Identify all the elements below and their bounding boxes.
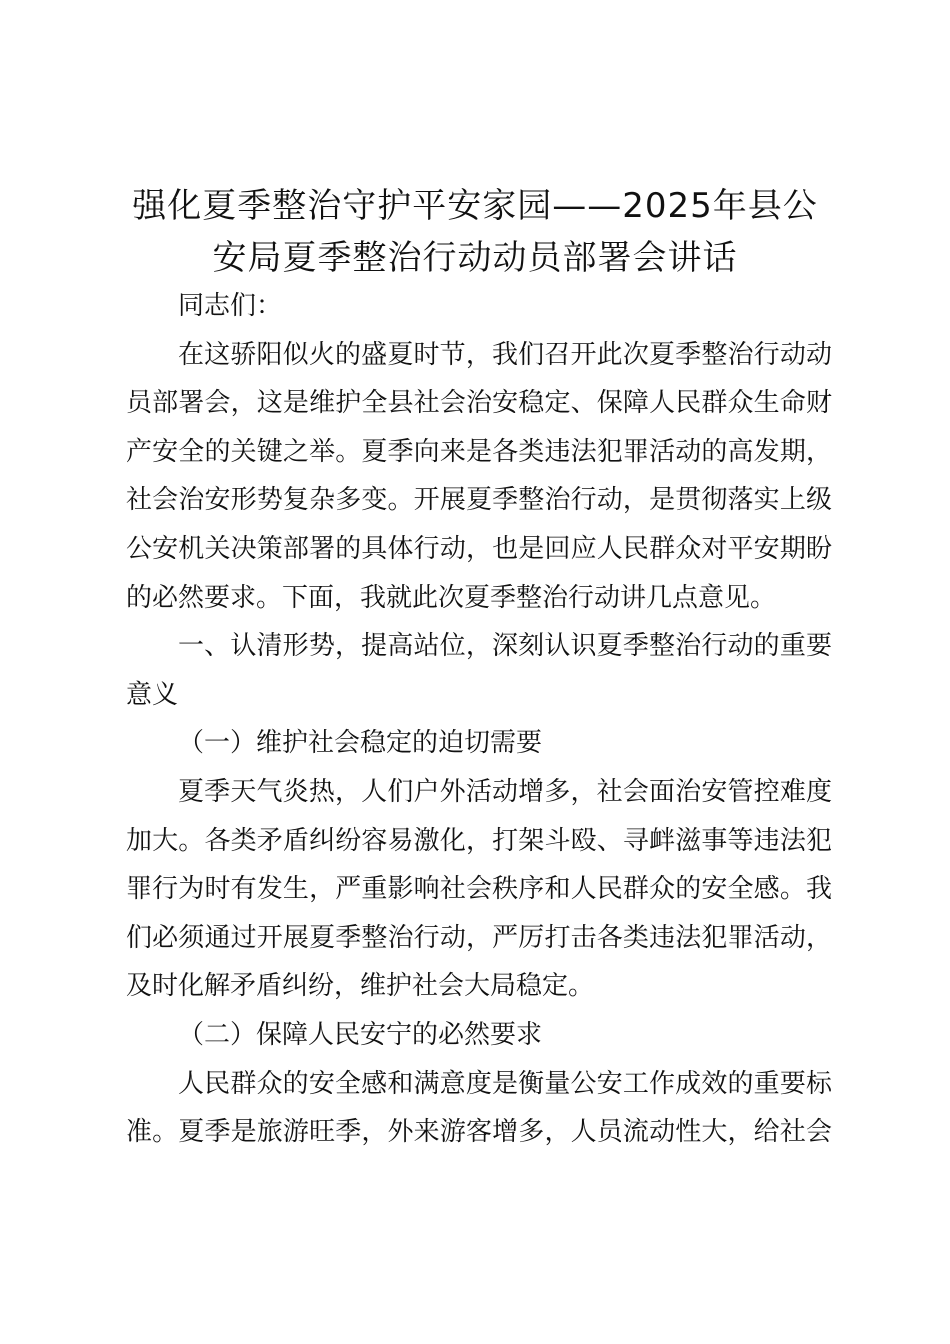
body-line: 及时化解矛盾纠纷，维护社会大局稳定。 bbox=[126, 971, 595, 1002]
document-title bbox=[110, 180, 840, 284]
title-line-2: 安局夏季整治行动动员部署会讲话 bbox=[212, 238, 738, 278]
body-line: 罪行为时有发生，严重影响社会秩序和人民群众的安全感。我 bbox=[126, 874, 832, 905]
body-line: 们必须通过开展夏季整治行动，严厉打击各类违法犯罪活动， bbox=[126, 922, 832, 953]
document-body bbox=[126, 282, 832, 1157]
title-line-1: 强化夏季整治守护平安家园——2025年县公 bbox=[132, 186, 818, 226]
section-heading-line: 意义 bbox=[126, 679, 179, 710]
subsection-heading: （二）保障人民安宁的必然要求 bbox=[178, 1019, 543, 1050]
section-heading-line: 一、认清形势，提高站位，深刻认识夏季整治行动的重要 bbox=[178, 631, 832, 662]
body-line: 员部署会，这是维护全县社会治安稳定、保障人民群众生命财 bbox=[126, 388, 832, 419]
body-line: 公安机关决策部署的具体行动，也是回应人民群众对平安期盼 bbox=[126, 533, 832, 564]
body-line: 加大。各类矛盾纠纷容易激化，打架斗殴、寻衅滋事等违法犯 bbox=[126, 825, 832, 856]
body-line: 社会治安形势复杂多变。开展夏季整治行动，是贯彻落实上级 bbox=[126, 485, 832, 516]
body-line: 夏季天气炎热，人们户外活动增多，社会面治安管控难度 bbox=[178, 776, 832, 807]
subsection-heading: （一）维护社会稳定的迫切需要 bbox=[178, 728, 543, 759]
body-line: 在这骄阳似火的盛夏时节，我们召开此次夏季整治行动动 bbox=[178, 339, 832, 370]
body-line: 的必然要求。下面，我就此次夏季整治行动讲几点意见。 bbox=[126, 582, 777, 613]
body-line: 产安全的关键之举。夏季向来是各类违法犯罪活动的高发期， bbox=[126, 436, 832, 467]
body-line: 人民群众的安全感和满意度是衡量公安工作成效的重要标 bbox=[178, 1068, 832, 1099]
salutation: 同志们： bbox=[178, 291, 283, 321]
body-line: 准。夏季是旅游旺季，外来游客增多，人员流动性大，给社会 bbox=[126, 1117, 832, 1148]
